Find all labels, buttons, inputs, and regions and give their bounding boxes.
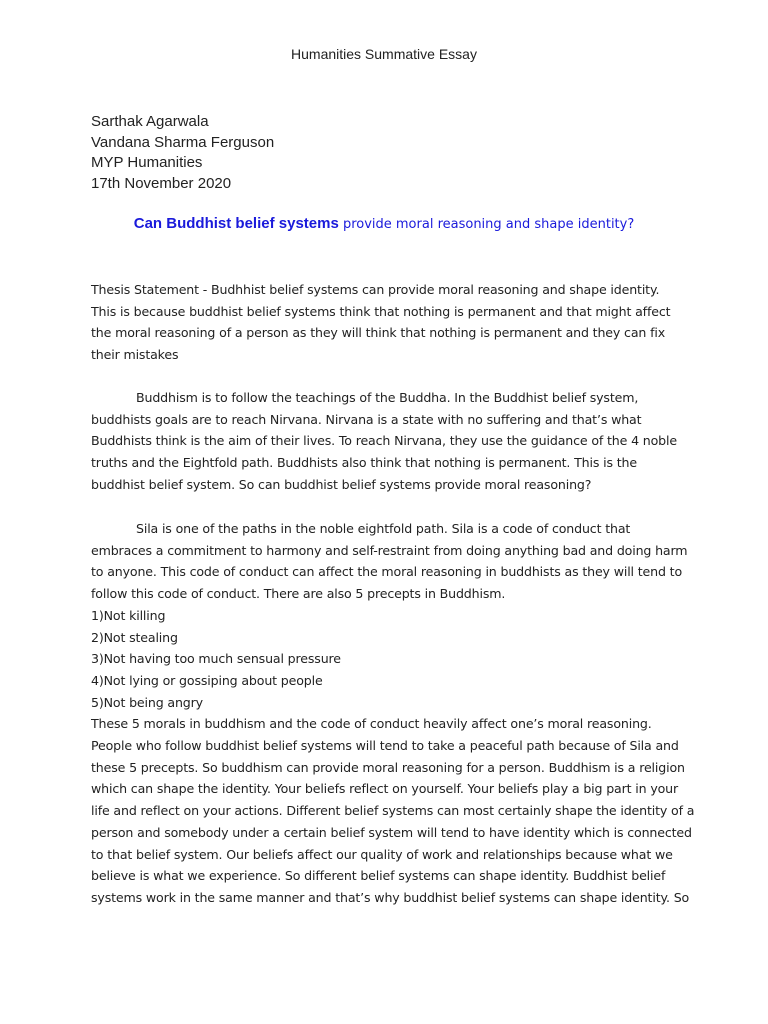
text-line: person and somebody under a certain belief system will tend to have identity which is connected — [91, 824, 692, 840]
precept-item: 4)Not lying or gossiping about people — [91, 672, 323, 688]
essay-title-bold: Can Buddhist belief systems — [133, 215, 339, 232]
text-line: These 5 morals in buddhism and the code of conduct heavily affect one’s moral reasoning. — [91, 716, 652, 732]
text-line: Thesis Statement - Budhhist belief systems can provide moral reasoning and shape identity. — [91, 282, 660, 297]
text-line: these 5 precepts. So buddhism can provide moral reasoning for a person. Buddhism is a religion — [91, 759, 685, 775]
text-line: the moral reasoning of a person as they will think that nothing is permanent and they can fix — [91, 325, 666, 341]
precept-item: 3)Not having too much sensual pressure — [91, 651, 341, 667]
essay-title — [0, 215, 768, 233]
text-line: systems work in the same manner and that’s why buddhist belief systems can shape identity. So — [91, 889, 690, 905]
text-line: Buddhists think is the aim of their lives. To reach Nirvana, they use the guidance of the 4 noble — [91, 433, 677, 449]
text-line: truths and the Eightfold path. Buddhists also think that nothing is permanent. This is the — [91, 455, 637, 471]
precept-item: 1)Not killing — [91, 607, 166, 623]
text-line: embraces a commitment to harmony and self-restraint from doing anything bad and doing harm — [91, 542, 688, 558]
text-line: This is because buddhist belief systems think that nothing is permanent and that might affect — [91, 303, 671, 319]
course-name: MYP Humanities — [91, 154, 203, 171]
precept-item: 5)Not being angry — [91, 694, 203, 710]
text-line: buddhist belief system. So can buddhist belief systems provide moral reasoning? — [91, 476, 592, 492]
text-line: believe is what we experience. So different belief systems can shape identity. Buddhist belief — [91, 868, 666, 884]
text-line: People who follow buddhist belief systems will tend to take a peaceful path because of Sila and — [91, 738, 679, 754]
text-line: Buddhism is to follow the teachings of the Buddha. In the Buddhist belief system, — [136, 390, 639, 405]
precept-item: 2)Not stealing — [91, 629, 178, 645]
text-line: life and reflect on your actions. Different belief systems can most certainly shape the identity of a — [91, 803, 695, 819]
author-block — [91, 112, 274, 194]
text-line: their mistakes — [91, 347, 179, 363]
page-header: Humanities Summative Essay — [291, 46, 477, 62]
text-line: Sila is one of the paths in the noble eightfold path. Sila is a code of conduct that — [136, 521, 631, 536]
author-name: Sarthak Agarwala — [91, 113, 209, 130]
paragraph-buddhism-intro — [91, 387, 691, 496]
text-line: buddhists goals are to reach Nirvana. Nirvana is a state with no suffering and that’s what — [91, 411, 642, 427]
essay-title-rest: provide moral reasoning and shape identity? — [338, 217, 635, 232]
text-line: to anyone. This code of conduct can affect the moral reasoning in buddhists as they will tend to — [91, 564, 683, 580]
text-line: to that belief system. Our beliefs affect our quality of work and relationships because what we — [91, 846, 673, 862]
thesis-statement — [91, 279, 691, 366]
paragraph-sila — [91, 518, 695, 909]
teacher-name: Vandana Sharma Ferguson — [91, 133, 275, 151]
essay-date: 17th November 2020 — [91, 174, 232, 192]
text-line: which can shape the identity. Your beliefs reflect on yourself. Your beliefs play a big part in your — [91, 781, 679, 797]
text-line: follow this code of conduct. There are also 5 precepts in Buddhism. — [91, 586, 506, 602]
